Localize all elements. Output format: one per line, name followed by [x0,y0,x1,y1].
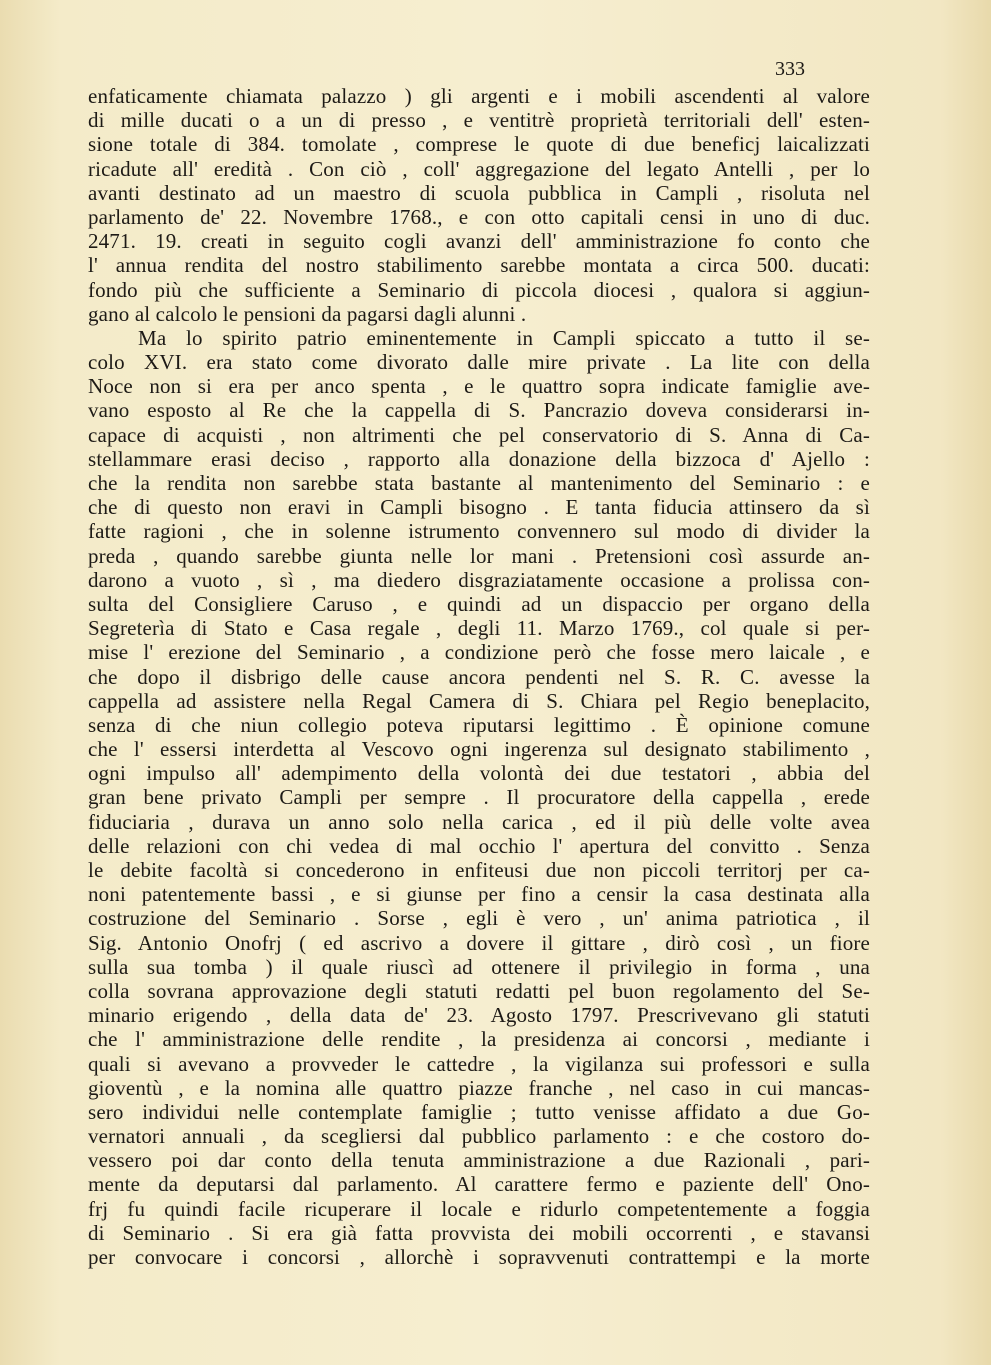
text-line: sero individui nelle contemplate famiglie ; tutto venisse affidato a due Go- [88,1099,870,1124]
text-line: per convocare i concorsi , allorchè i sopravvenuti contrattempi e la morte [88,1245,870,1269]
text-line: sulta del Consigliere Caruso , e quindi ad un dispaccio per organo della [88,591,870,616]
text-line: sione totale di 384. tomolate , comprese le quote di due beneficj laicalizzati [88,132,870,157]
text-line: parlamento de' 22. Novembre 1768., e con otto capitali censi in uno di duc. [88,204,870,229]
text-line: gioventù , e la nomina alle quattro piazze franche , nel caso in cui mancas- [88,1075,870,1100]
text-line: vernatori annuali , da scegliersi dal pubblico parlamento : e che costoro do- [88,1124,870,1149]
text-line: capace di acquisti , non altrimenti che pel conservatorio di S. Anna di Ca- [88,422,870,447]
text-line: vano esposto al Re che la cappella di S. Pancrazio doveva considerarsi in- [88,398,870,423]
text-line: delle relazioni con chi vedea di mal occhio l' apertura del convitto . Senza [88,833,870,858]
text-line: fiduciaria , durava un anno solo nella carica , ed il più delle volte avea [88,809,870,834]
body-text [88,84,870,1269]
text-line: fondo più che sufficiente a Seminario di piccola diocesi , qualora si aggiun- [88,277,870,302]
text-line: ogni impulso all' adempimento della volontà dei due testatori , abbia del [88,761,870,786]
text-line: frj fu quindi facile ricuperare il locale e ridurlo competentemente a foggia [88,1196,870,1221]
text-line: vessero poi dar conto della tenuta amministrazione a due Razionali , pari- [88,1148,870,1173]
text-line: ricadute all' eredità . Con ciò , coll' aggregazione del legato Antelli , per lo [88,156,870,181]
text-line: quali si avevano a provveder le cattedre , la vigilanza sui professori e sulla [88,1051,870,1076]
text-line: Segreterìa di Stato e Casa regale , degli 11. Marzo 1769., col quale si per- [88,616,870,641]
text-line: mise l' erezione del Seminario , a condizione però che fosse mero laicale , e [88,640,870,665]
text-line: 2471. 19. creati in seguito cogli avanzi dell' amministrazione fo conto che [88,229,870,254]
text-line: di mille ducati o a un di presso , e ventitrè proprietà territoriali dell' esten- [88,108,870,133]
text-line: enfaticamente chiamata palazzo ) gli argenti e i mobili ascendenti al valore [88,84,870,108]
text-line: cappella ad assistere nella Regal Camera di S. Chiara pel Regio beneplacito, [88,688,870,713]
text-line: l' annua rendita del nostro stabilimento sarebbe montata a circa 500. ducati: [88,253,870,278]
text-line: che la rendita non sarebbe stata bastante al mantenimento del Seminario : e [88,471,870,495]
page-number: 333 [775,58,805,80]
text-line: colo XVI. era stato come divorato dalle mire private . La lite con della [88,350,870,375]
text-line: che l' amministrazione delle rendite , la presidenza ai concorsi , mediante i [88,1027,870,1052]
text-line: darono a vuoto , sì , ma diedero disgraziatamente occasione a prolissa con- [88,567,870,592]
text-line: Noce non si era per anco spenta , e le quattro sopra indicate famiglie ave- [88,374,870,399]
text-line: stellammare erasi deciso , rapporto alla donazione della bizzoca d' Ajello : [88,446,870,471]
text-line: le debite facoltà si concederono in enfiteusi due non piccoli territorj per ca- [88,858,870,882]
text-line: noni patentemente bassi , e si giunse per fino a censir la casa destinata alla [88,882,870,907]
text-line: sulla sua tomba ) il quale riuscì ad ottenere il privilegio in forma , una [88,954,870,979]
text-line: mente da deputarsi dal parlamento. Al carattere fermo e paziente dell' Ono- [88,1172,870,1197]
text-line: Ma lo spirito patrio eminentemente in Campli spiccato a tutto il se- [138,325,870,350]
text-line: gano al calcolo le pensioni da pagarsi dagli alunni . [88,301,527,326]
text-line: senza di che niun collegio poteva riputarsi legittimo . È opinione comune [88,712,870,737]
text-line: che l' essersi interdetta al Vescovo ogni ingerenza sul designato stabilimento , [88,737,870,762]
text-line: minario erigendo , della data de' 23. Agosto 1797. Prescrivevano gli statuti [88,1003,870,1028]
text-line: colla sovrana approvazione degli statuti redatti pel buon regolamento del Se- [88,978,870,1003]
text-line: costruzione del Seminario . Sorse , egli è vero , un' anima patriotica , il [88,906,870,931]
text-line: avanti destinato ad un maestro di scuola pubblica in Campli , risoluta nel [88,180,870,205]
text-line: Sig. Antonio Onofrj ( ed ascrivo a dovere il gittare , dirò così , un fiore [88,930,870,955]
text-line: preda , quando sarebbe giunta nelle lor mani . Pretensioni così assurde an- [88,543,870,568]
text-line: di Seminario . Si era già fatta provvista dei mobili occorrenti , e stavansi [88,1220,870,1245]
text-line: gran bene privato Campli per sempre . Il procuratore della cappella , erede [88,785,870,810]
text-line: che dopo il disbrigo delle cause ancora pendenti nel S. R. C. avesse la [88,664,870,689]
text-line: che di questo non eravi in Campli bisogno . E tanta fiducia attinsero da sì [88,495,870,520]
text-line: fatte ragioni , che in solenne istrumento convennero sul modo di divider la [88,519,870,544]
